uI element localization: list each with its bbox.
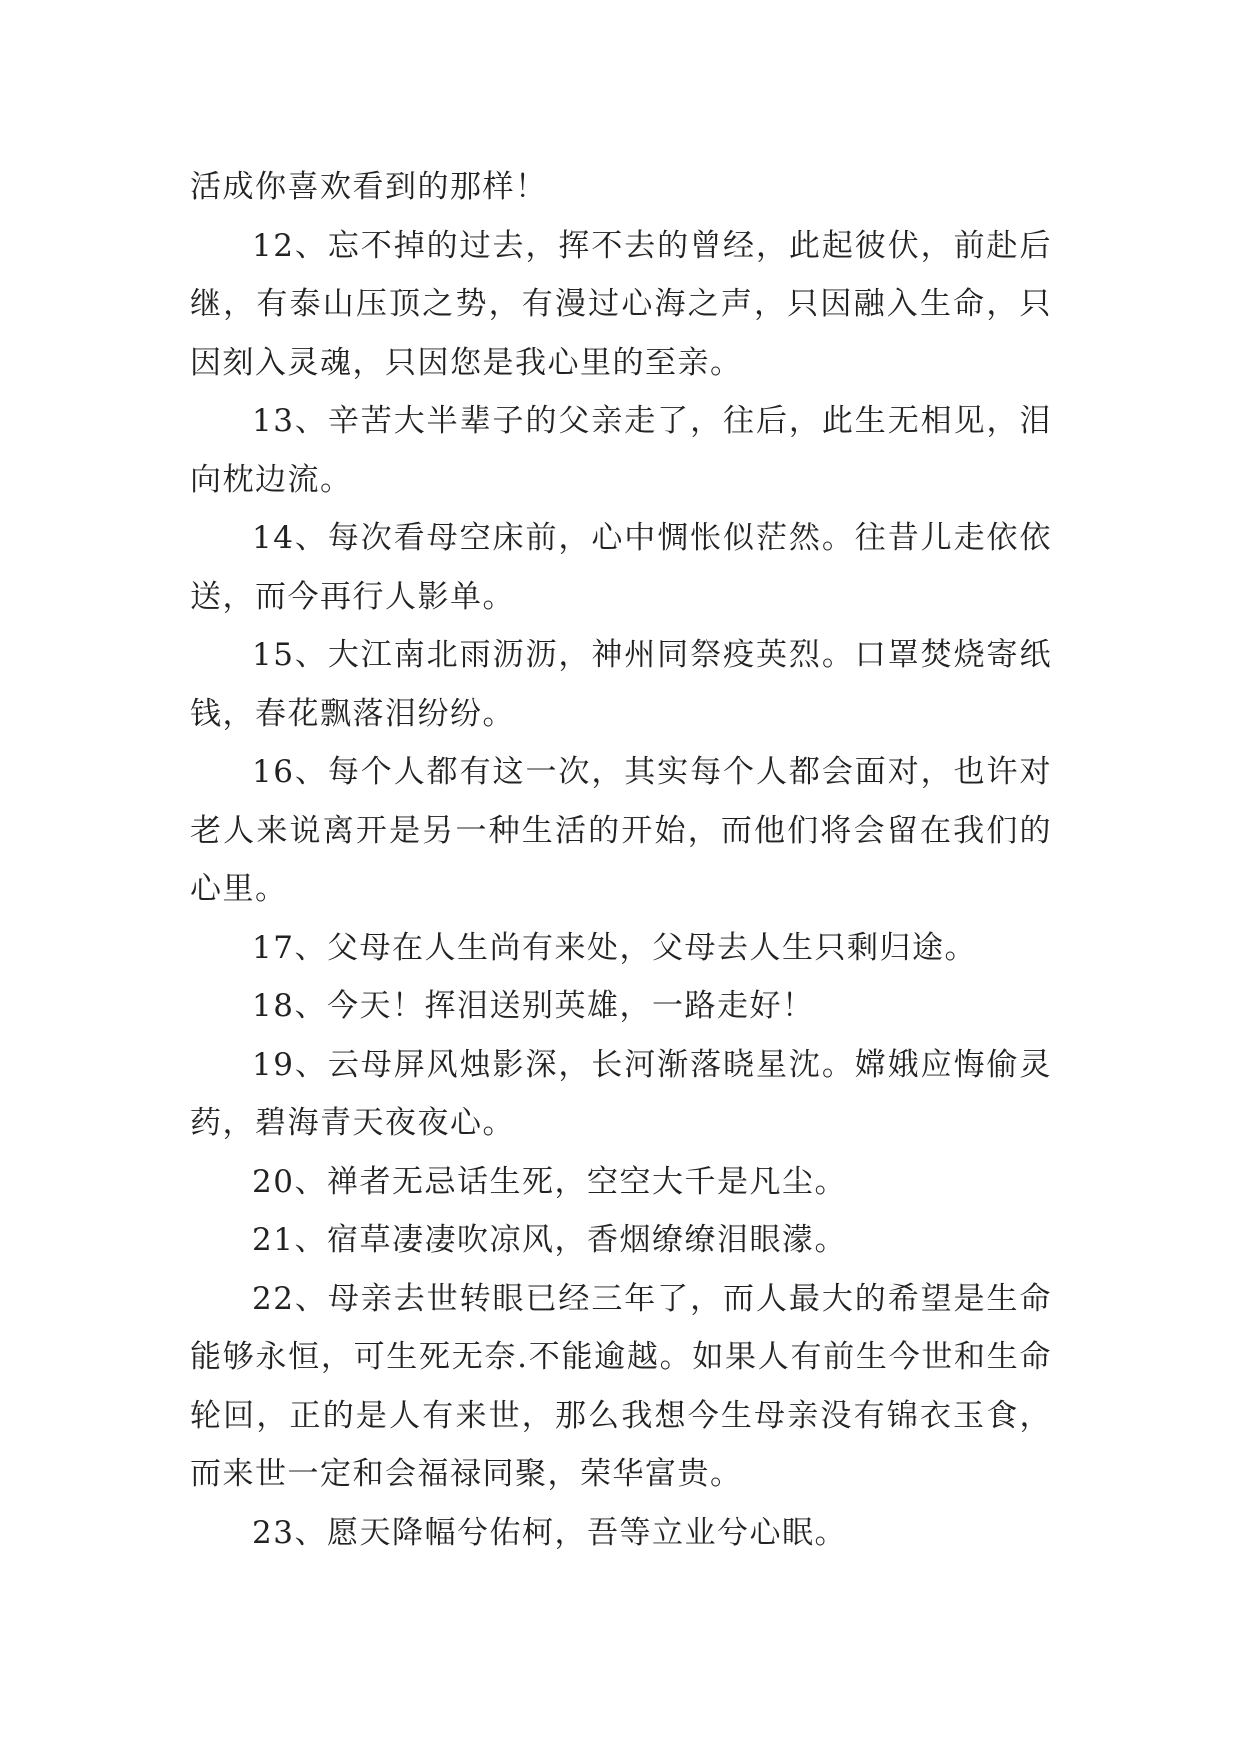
paragraph-item-16: 16、每个人都有这一次，其实每个人都会面对，也许对老人来说离开是另一种生活的开始，而他们将会留在我们的心里。 bbox=[190, 754, 1052, 907]
paragraph-item-19: 19、云母屏风烛影深，长河渐落晓星沈。嫦娥应悔偷灵药，碧海青天夜夜心。 bbox=[190, 1046, 1052, 1141]
paragraph-item-23: 23、愿天降幅兮佑柯，吾等立业兮心眠。 bbox=[252, 1514, 847, 1551]
paragraph-item-21: 21、宿草凄凄吹凉风，香烟缭缭泪眼濛。 bbox=[252, 1222, 847, 1258]
paragraph-item-15: 15、大江南北雨沥沥，神州同祭疫英烈。口罩焚烧寄纸钱，春花飘落泪纷纷。 bbox=[190, 637, 1052, 732]
paragraph-item-20: 20、禅者无忌话生死，空空大千是凡尘。 bbox=[252, 1163, 847, 1200]
paragraph-item-18: 18、今天！挥泪送别英雄，一路走好！ bbox=[252, 988, 815, 1024]
paragraph-item-13: 13、辛苦大半辈子的父亲走了，往后，此生无相见，泪向枕边流。 bbox=[190, 403, 1052, 498]
document-body bbox=[190, 158, 1052, 1562]
paragraph-item-14: 14、每次看母空床前，心中惆怅似茫然。往昔儿走依依送，而今再行人影单。 bbox=[190, 520, 1052, 615]
paragraph-item-17: 17、父母在人生尚有来处，父母去人生只剩归途。 bbox=[252, 929, 977, 966]
paragraph-item-12: 12、忘不掉的过去，挥不去的曾经，此起彼伏，前赴后继，有泰山压顶之势，有漫过心海之声，只因融入生命，只因刻入灵魂，只因您是我心里的至亲。 bbox=[190, 227, 1052, 381]
paragraph-continuation: 活成你喜欢看到的那样！ bbox=[190, 169, 548, 205]
paragraph-item-22: 22、母亲去世转眼已经三年了，而人最大的希望是生命能够永恒，可生死无奈.不能逾越。如果人有前生今世和生命轮回，正的是人有来世，那么我想今生母亲没有锦衣玉食，而来世一定和会福禄同聚，荣华富贵。 bbox=[190, 1280, 1052, 1492]
